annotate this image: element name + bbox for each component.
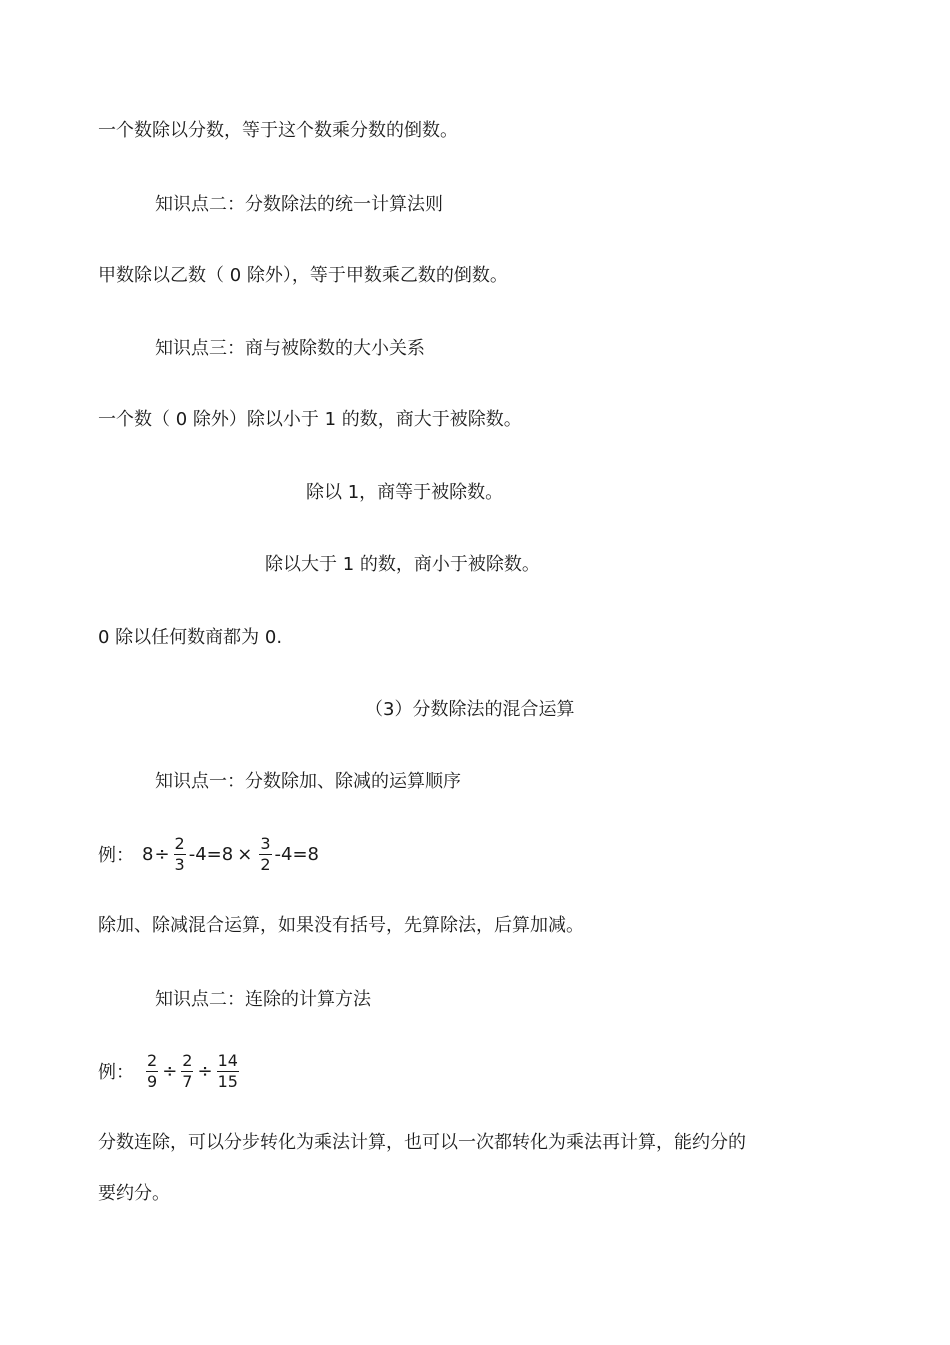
fraction [174,834,186,875]
example-1-equation [98,828,319,880]
heading-knowledge-point-2b: 知识点二：连除的计算方法 [155,989,371,1010]
heading-knowledge-point-1: 知识点一：分数除加、除减的运算顺序 [155,771,461,792]
rule-text-8: 分数连除，可以分步转化为乘法计算，也可以一次都转化为乘法再计算，能约分的 [98,1132,746,1153]
divide-sign: ÷ [162,1060,178,1082]
rule-text-4: 除以 1，商等于被除数。 [306,482,504,503]
numerator: 2 [147,1050,158,1070]
numerator: 14 [217,1050,238,1070]
heading-knowledge-point-3: 知识点三：商与被除数的大小关系 [155,338,425,359]
section-title: （3）分数除法的混合运算 [365,699,575,720]
rule-text-8-continued: 要约分。 [98,1183,170,1204]
rule-text-1: 一个数除以分数，等于这个数乘分数的倒数。 [98,120,458,141]
denominator: 15 [217,1071,238,1091]
heading-knowledge-point-2: 知识点二：分数除法的统一计算法则 [155,194,443,215]
example-label: 例： [98,1062,134,1083]
expression-text: -4=8 [274,843,319,865]
fraction [181,1051,193,1092]
example-2-equation [98,1045,242,1097]
fraction [259,834,271,875]
denominator: 2 [260,854,271,874]
rule-text-6: 0 除以任何数商都为 0. [98,627,283,648]
rule-text-5: 除以大于 1 的数，商小于被除数。 [265,554,540,575]
rule-text-7: 除加、除减混合运算，如果没有括号，先算除法，后算加减。 [98,915,584,936]
fraction [217,1051,239,1092]
denominator: 9 [147,1071,158,1091]
divide-sign: ÷ [154,843,170,865]
numerator: 2 [174,833,185,853]
denominator: 7 [182,1071,193,1091]
numerator: 3 [260,833,271,853]
expression-text: -4=8 [188,843,234,865]
example-label: 例： [98,845,134,866]
multiply-sign: × [237,843,253,865]
divide-sign: ÷ [197,1060,213,1082]
numerator: 2 [182,1050,193,1070]
denominator: 3 [174,854,185,874]
rule-text-3: 一个数（ 0 除外）除以小于 1 的数，商大于被除数。 [98,409,522,430]
fraction [146,1051,158,1092]
number: 8 [142,843,154,865]
rule-text-2: 甲数除以乙数（ 0 除外），等于甲数乘乙数的倒数。 [98,265,508,286]
